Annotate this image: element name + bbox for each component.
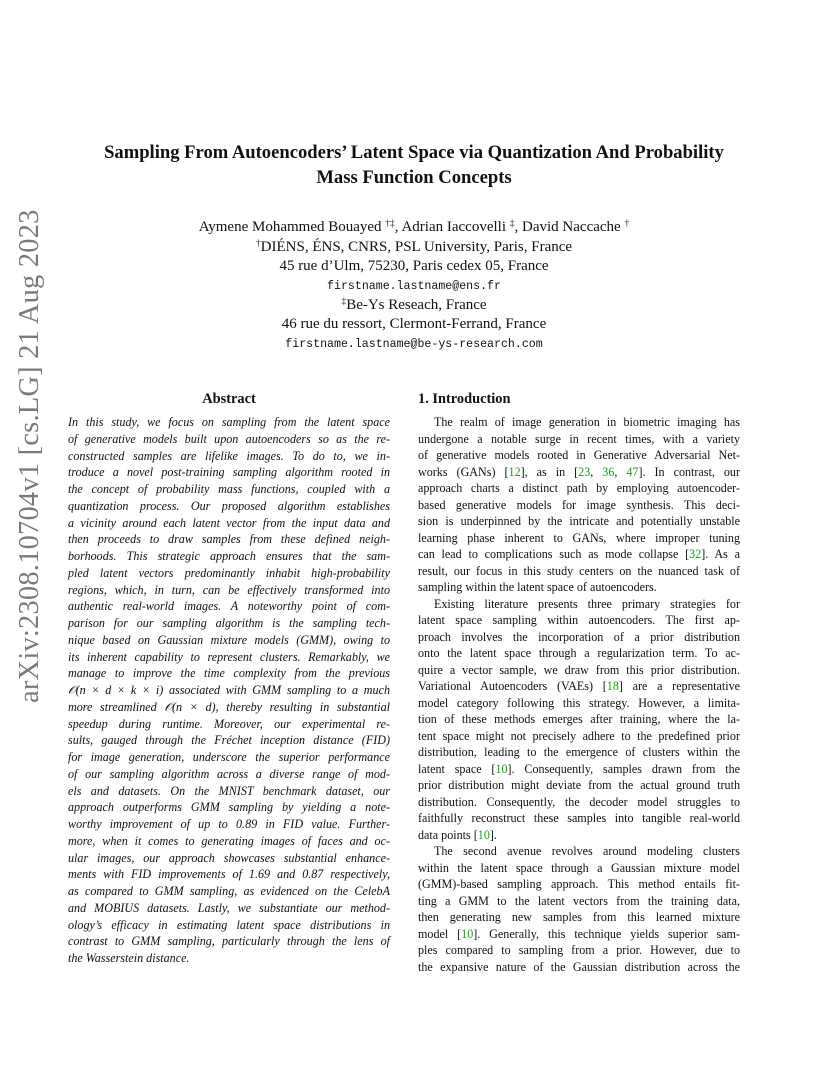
text-line: Existing literature presents three primary strategies for: [434, 596, 740, 611]
citation-link[interactable]: 36: [602, 464, 615, 479]
citation-link[interactable]: 47: [626, 464, 639, 479]
abstract-line: more streamlined 𝒪(n × d), thereby resulting in substantial: [68, 699, 390, 714]
text-line: latent space sampling within autoencoders. The first ap-: [418, 613, 740, 627]
citation-link[interactable]: 10: [477, 827, 490, 842]
abstract-body: [68, 414, 390, 967]
abstract-line: its inherent capability to represent clusters. Remarkably, we: [68, 649, 390, 664]
abstract-line: contrast to GMM sampling, particularly through the lens of: [68, 934, 390, 949]
abstract-line: as compared to GMM sampling, as evidenced on the CelebA: [68, 884, 390, 898]
text-line: approach charts a distinct path by employing autoencoder-: [418, 481, 740, 495]
text-segment: works (GANs) [: [418, 464, 509, 479]
abstract-line: els and datasets. On the MNIST benchmark dataset, our: [68, 783, 390, 798]
text-segment: ,: [614, 464, 627, 479]
text-segment: ] are a representative: [618, 679, 740, 693]
affiliation-2-email: firstname.lastname@be-ys-research.com: [285, 337, 543, 351]
affiliation-1-address: 45 rue d’Ulm, 75230, Paris cedex 05, France: [279, 258, 549, 274]
text-line: distribution, leading to the emergence of clusters within the: [418, 745, 740, 759]
text-line: within the latent space through a Gaussian mixture model: [418, 860, 740, 875]
abstract-line: the Wasserstein distance.: [68, 951, 190, 965]
abstract-line: regions, which, in turn, can be effectively transformed into: [68, 582, 390, 597]
text-line: the expansive nature of the Gaussian distribution across the: [418, 959, 740, 974]
text-line: sampling within the latent space of autoencoders.: [418, 580, 657, 594]
text-line: The second avenue revolves around modeling clusters: [434, 844, 740, 858]
abstract-line: parison for our sampling algorithm is the sampling tech-: [68, 616, 390, 630]
abstract-line: quantization process. Our proposed algorithm establishes: [68, 498, 390, 513]
abstract-line: and MOBIUS datasets. Lastly, we substantiate our method-: [68, 900, 390, 915]
abstract-line: worthy improvement of up to 0.89 in FID value. Further-: [68, 817, 390, 831]
abstract-heading: Abstract: [202, 391, 256, 407]
text-line: distribution. Consequently, the decoder model struggles to: [418, 794, 740, 809]
text-line: ples compared to sampling from a prior. However, due to: [418, 943, 740, 957]
text-segment: ], as in [: [520, 464, 579, 479]
text-line: tent space might not precisely adhere to the predefined prior: [418, 728, 740, 743]
text-line: quire a vector sample, we draw from this prior distribution.: [418, 662, 740, 677]
text-line: sion is underpinned by the intricate and potentially unstable: [418, 514, 740, 528]
affiliation-1: †DIÉNS, ÉNS, CNRS, PSL University, Paris, France: [255, 238, 573, 255]
text-line: model category following this strategy. However, a limita-: [418, 695, 740, 710]
text-line: undergone a notable surge in recent times, with a variety: [418, 431, 740, 446]
text-segment: can lead to complications such as mode collapse [: [418, 547, 690, 561]
text-line: then generating new samples from this learned mixture: [418, 910, 740, 924]
text-line: learning phase inherent to GANs, where improper tuning: [418, 530, 740, 545]
author-names: Aymene Mohammed Bouayed †‡, Adrian Iaccovelli ‡, David Naccache †: [198, 219, 630, 235]
text-segment: ]. Consequently, samples drawn from the: [507, 761, 740, 776]
text-line: ting a GMM to the latent vectors from the training data,: [418, 893, 740, 908]
paper-title: [60, 141, 768, 190]
text-line: [418, 464, 740, 481]
text-line: [418, 546, 740, 563]
text-segment: ]. In contrast, our: [638, 464, 740, 479]
title-line-2: Mass Function Concepts: [316, 166, 512, 188]
text-line: result, our focus in this study centers on the nuanced task of: [418, 563, 740, 578]
abstract-line: more, when it comes to generating images of faces and oc-: [68, 833, 390, 848]
abstract-section: [68, 389, 390, 967]
abstract-line: ular images, our approach showcases substantial enhance-: [68, 850, 390, 865]
text-line: [418, 678, 740, 695]
abstract-line: then proceeds to draw samples from these defined neigh-: [68, 532, 390, 547]
citation-link[interactable]: 12: [508, 464, 521, 479]
text-segment: Variational Autoencoders (VAEs) [: [418, 679, 607, 693]
title-line-1: Sampling From Autoencoders’ Latent Space via Quantization And Probability: [104, 142, 724, 163]
text-line: [418, 926, 740, 943]
citation-link[interactable]: 32: [689, 547, 702, 561]
citation-link[interactable]: 10: [495, 761, 508, 776]
introduction-heading: 1. Introduction: [418, 391, 511, 407]
text-line: prior distribution might deviate from the actual ground truth: [418, 778, 740, 792]
affiliation-1-email: firstname.lastname@ens.fr: [327, 279, 501, 293]
text-line: based generative models for image synthesis. This deci-: [418, 497, 740, 512]
intro-paragraph-1: [418, 414, 740, 596]
affiliation-2: ‡Be-Ys Reseach, France: [341, 296, 487, 313]
arxiv-stamp: [14, 209, 54, 703]
abstract-line: of our sampling algorithm across a diverse range of mod-: [68, 766, 390, 781]
text-line: tion of these methods emerges after training, where the la-: [418, 712, 740, 726]
abstract-line: ments with FID improvements of 1.69 and 0.87 respectively,: [68, 867, 390, 882]
citation-link[interactable]: 10: [461, 926, 474, 941]
abstract-line: for image generation, underscore the superior performance: [68, 750, 390, 764]
abstract-line: ology’s efficacy in estimating latent space distributions in: [68, 917, 390, 932]
text-line: of generative models rooted in Generative Adversarial Net-: [418, 448, 740, 462]
introduction-section: [418, 389, 740, 975]
text-line: faithfully reconstruct these samples into tangible real-world: [418, 811, 740, 825]
abstract-line: In this study, we focus on sampling from the latent space: [68, 415, 390, 429]
text-line: The realm of image generation in biometric imaging has: [434, 415, 740, 429]
abstract-line: constructed samples are lifelike images. To do to, we in-: [68, 448, 390, 463]
abstract-line: speedup during runtime. Moreover, our experimental re-: [68, 716, 390, 731]
abstract-line: nique based on Gaussian mixture models (GMM), owing to: [68, 632, 390, 647]
text-segment: latent space [: [418, 761, 496, 776]
citation-link[interactable]: 23: [578, 464, 591, 479]
text-segment: ,: [590, 464, 603, 479]
text-segment: ]. As a: [701, 547, 740, 561]
abstract-line: troduce a novel post-training sampling algorithm rooted in: [68, 465, 390, 480]
text-line: onto the latent space through a regularization term. To ac-: [418, 646, 740, 660]
abstract-line: 𝒪(n × d × k × i) associated with GMM sampling to a much: [68, 683, 390, 697]
abstract-line: the concept of probability mass functions, coupled with a: [68, 482, 390, 496]
intro-paragraph-3: [418, 843, 740, 975]
text-line: [418, 827, 740, 844]
text-segment: ]. Generally, this technique yields superior sam-: [473, 926, 740, 941]
abstract-line: sults, gauged through the Fréchet inception distance (FID): [68, 733, 390, 748]
author-block: [60, 218, 768, 354]
text-segment: ].: [489, 827, 497, 842]
text-line: [418, 761, 740, 778]
abstract-line: approach outperforms GMM sampling by yielding a note-: [68, 800, 390, 815]
intro-paragraph-2: [418, 596, 740, 844]
abstract-line: a vicinity around each latent vector from the input data and: [68, 515, 390, 530]
text-segment: data points [: [418, 827, 478, 842]
abstract-line: borhoods. This strategic approach ensures that the sam-: [68, 549, 390, 563]
abstract-line: pled latent vectors predominantly inhabit high-probability: [68, 565, 390, 580]
arxiv-identifier: arXiv:2308.10704v1 [cs.LG] 21 Aug 2023: [14, 209, 45, 703]
text-segment: model [: [418, 926, 462, 941]
citation-link[interactable]: 18: [606, 679, 619, 693]
affiliation-2-address: 46 rue du ressort, Clermont-Ferrand, France: [281, 316, 547, 332]
text-line: proach involves the incorporation of a prior distribution: [418, 629, 740, 644]
text-line: (GMM)-based sampling approach. This method entails fit-: [418, 877, 740, 891]
abstract-line: of generative models built upon autoencoders so as the re-: [68, 431, 390, 446]
abstract-line: manage to improve the time complexity from the previous: [68, 666, 390, 681]
abstract-line: authentic real-world images. A noteworthy point of com-: [68, 599, 390, 614]
